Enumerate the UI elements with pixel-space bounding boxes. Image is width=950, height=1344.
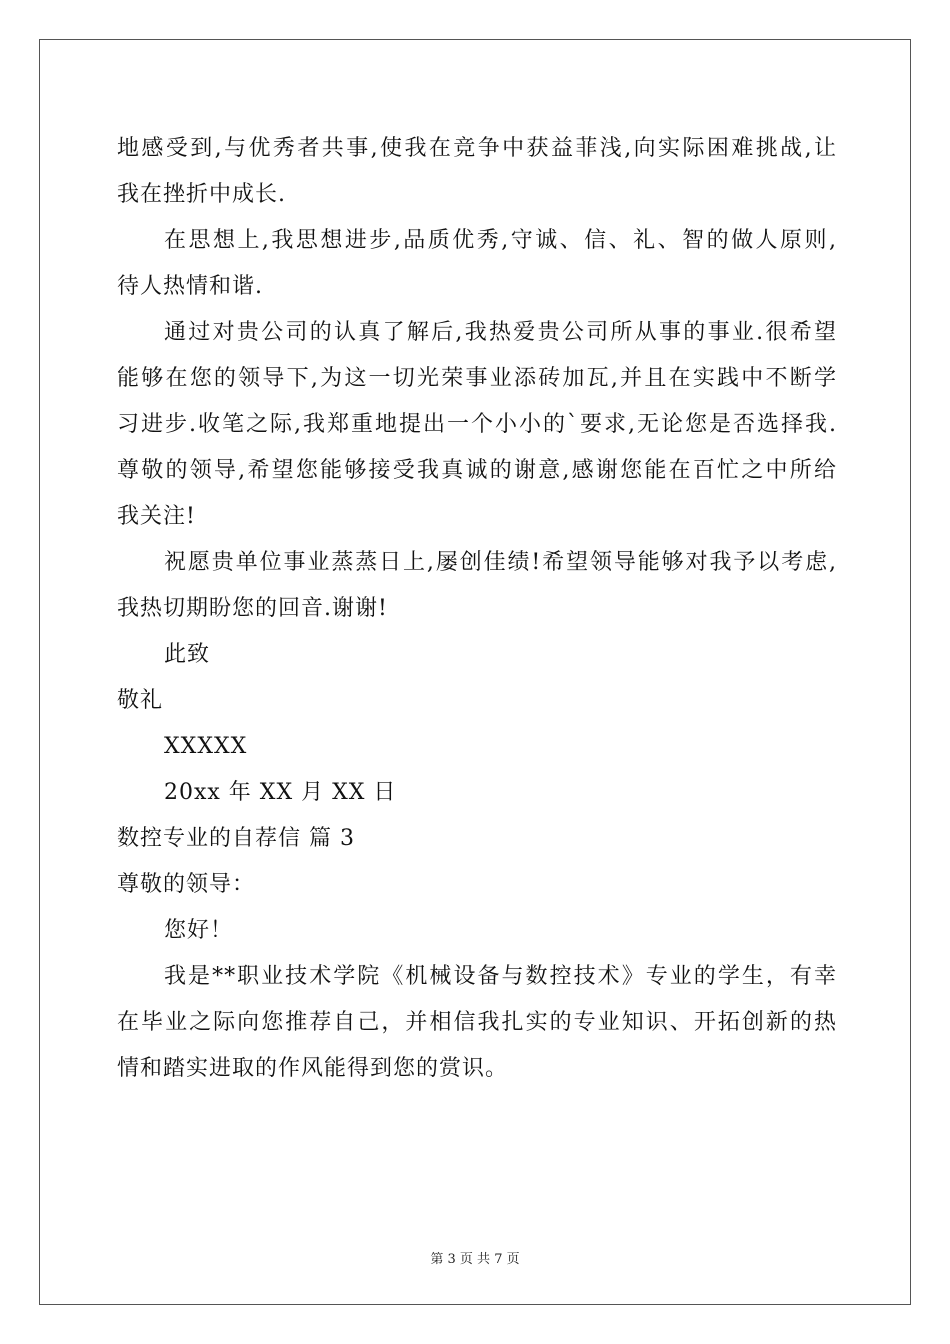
text-line: 待人热情和谐. <box>117 274 263 299</box>
text-line: 情和踏实进取的作风能得到您的赏识。 <box>117 1056 509 1081</box>
text-line: 尊敬的领导,希望您能够接受我真诚的谢意,感谢您能在百忙之中所给 <box>117 458 837 483</box>
text-line: 在思想上,我思想进步,品质优秀,守诚、信、礼、智的做人原则, <box>164 228 837 253</box>
text-line: 我在挫折中成长. <box>117 182 286 207</box>
date-line: 20xx 年 XX 月 XX 日 <box>164 780 397 805</box>
section-heading: 数控专业的自荐信 篇 3 <box>117 826 355 851</box>
text-line: 祝愿贵单位事业蒸蒸日上,屡创佳绩!希望领导能够对我予以考虑, <box>164 550 837 575</box>
text-line: 我关注! <box>117 504 196 529</box>
text-line: 在毕业之际向您推荐自己，并相信我扎实的专业知识、开拓创新的热 <box>117 1010 837 1035</box>
document-body <box>117 126 837 1092</box>
greeting: 您好！ <box>164 918 234 943</box>
text-line: 通过对贵公司的认真了解后,我热爱贵公司所从事的事业.很希望 <box>164 320 837 345</box>
closing-regards: 敬礼 <box>117 688 164 713</box>
text-line: 地感受到,与优秀者共事,使我在竞争中获益菲浅,向实际困难挑战,让 <box>117 136 837 161</box>
text-line: 能够在您的领导下,为这一切光荣事业添砖加瓦,并且在实践中不断学 <box>117 366 837 391</box>
greeting-recipient: 尊敬的领导： <box>117 872 256 897</box>
page-number: 第 3 页 共 7 页 <box>430 1252 520 1267</box>
closing-salutation: 此致 <box>164 642 211 667</box>
text-line: 我热切期盼您的回音.谢谢! <box>117 596 388 621</box>
text-line: 习进步.收笔之际,我郑重地提出一个小小的`要求,无论您是否选择我. <box>117 412 837 437</box>
text-line: 我是**职业技术学院《机械设备与数控技术》专业的学生，有幸 <box>164 964 837 989</box>
signature: XXXXX <box>164 734 248 759</box>
